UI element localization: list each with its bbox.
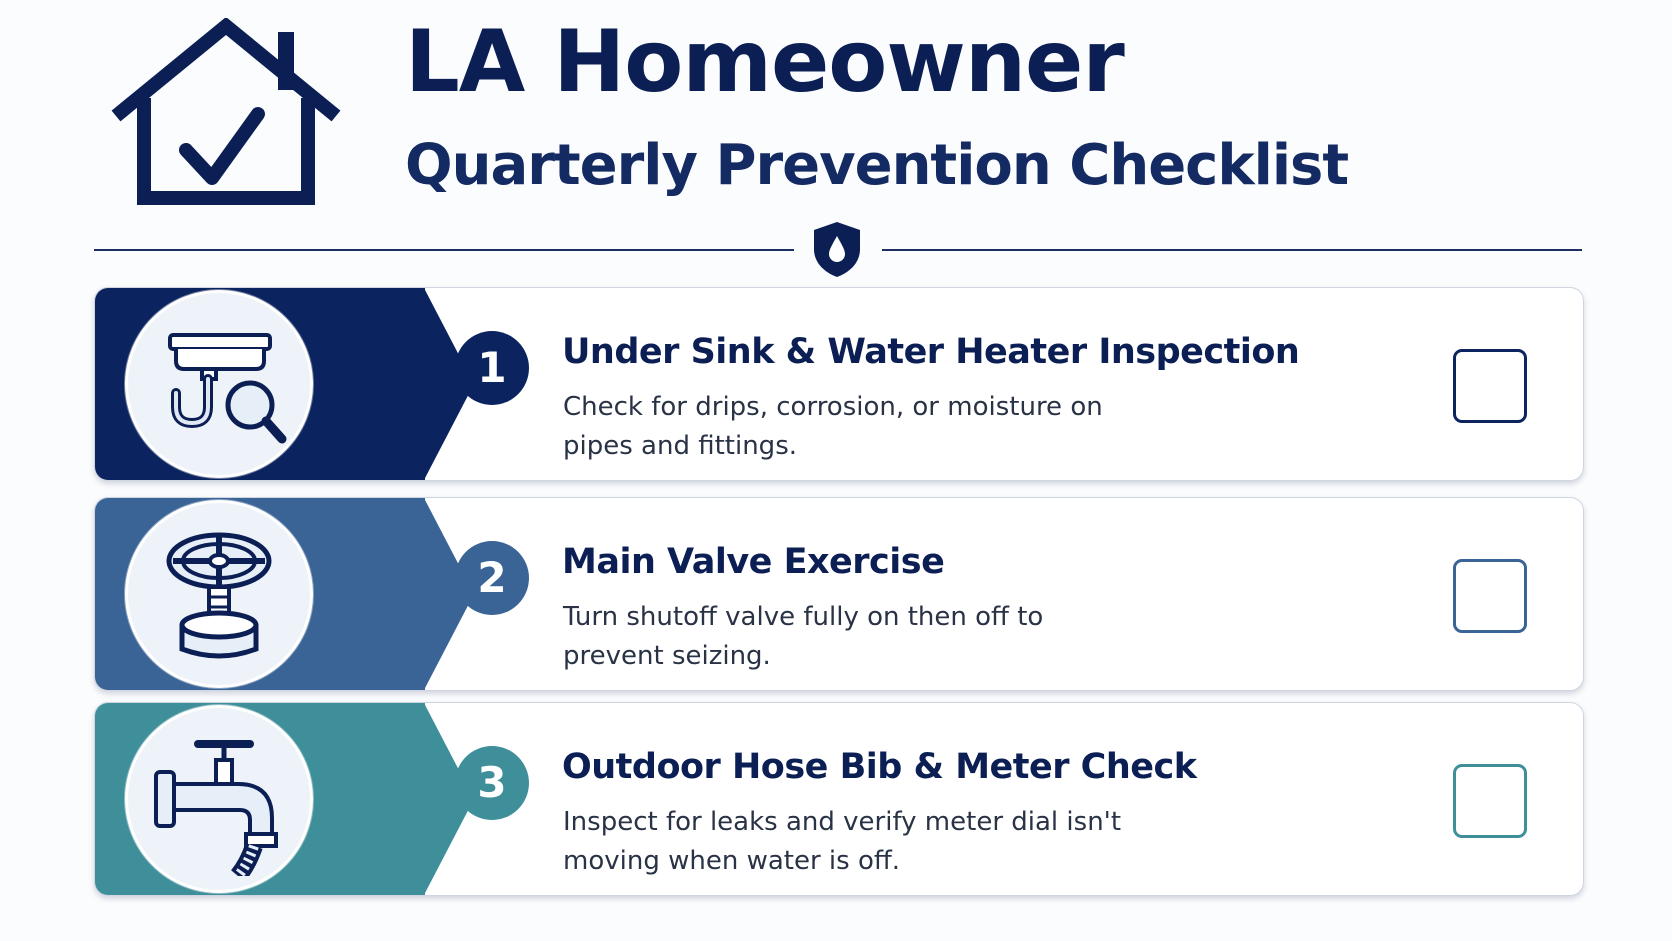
item-title: Under Sink & Water Heater Inspection xyxy=(562,332,1300,372)
item-checkbox[interactable] xyxy=(1453,559,1527,633)
sink-magnifier-icon xyxy=(142,307,296,461)
item-icon-circle xyxy=(125,290,313,478)
checklist-item-2 xyxy=(94,497,1584,691)
item-description: Inspect for leaks and verify meter dial isn't moving when water is off. xyxy=(563,807,1122,876)
valve-wheel-icon xyxy=(142,517,296,671)
hose-bib-faucet-icon xyxy=(142,722,296,876)
item-description: Check for drips, corrosion, or moisture on pipes and fittings. xyxy=(563,392,1103,461)
item-icon-circle xyxy=(125,500,313,688)
item-number-badge: 1 xyxy=(455,331,529,405)
checklist-item-1 xyxy=(94,287,1584,481)
item-description: Turn shutoff valve fully on then off to prevent seizing. xyxy=(563,602,1044,671)
item-checkbox[interactable] xyxy=(1453,349,1527,423)
item-number-badge: 3 xyxy=(455,746,529,820)
item-number-badge: 2 xyxy=(455,541,529,615)
divider-right xyxy=(882,249,1582,251)
divider-left xyxy=(94,249,794,251)
item-icon-circle xyxy=(125,705,313,893)
item-title: Outdoor Hose Bib & Meter Check xyxy=(562,747,1197,787)
item-checkbox[interactable] xyxy=(1453,764,1527,838)
shield-water-drop-icon xyxy=(810,219,864,279)
checklist-item-3 xyxy=(94,702,1584,896)
house-checkmark-icon xyxy=(108,18,344,206)
page-title: LA Homeowner xyxy=(405,12,1124,112)
page-subtitle: Quarterly Prevention Checklist xyxy=(405,133,1349,198)
item-title: Main Valve Exercise xyxy=(562,542,945,582)
